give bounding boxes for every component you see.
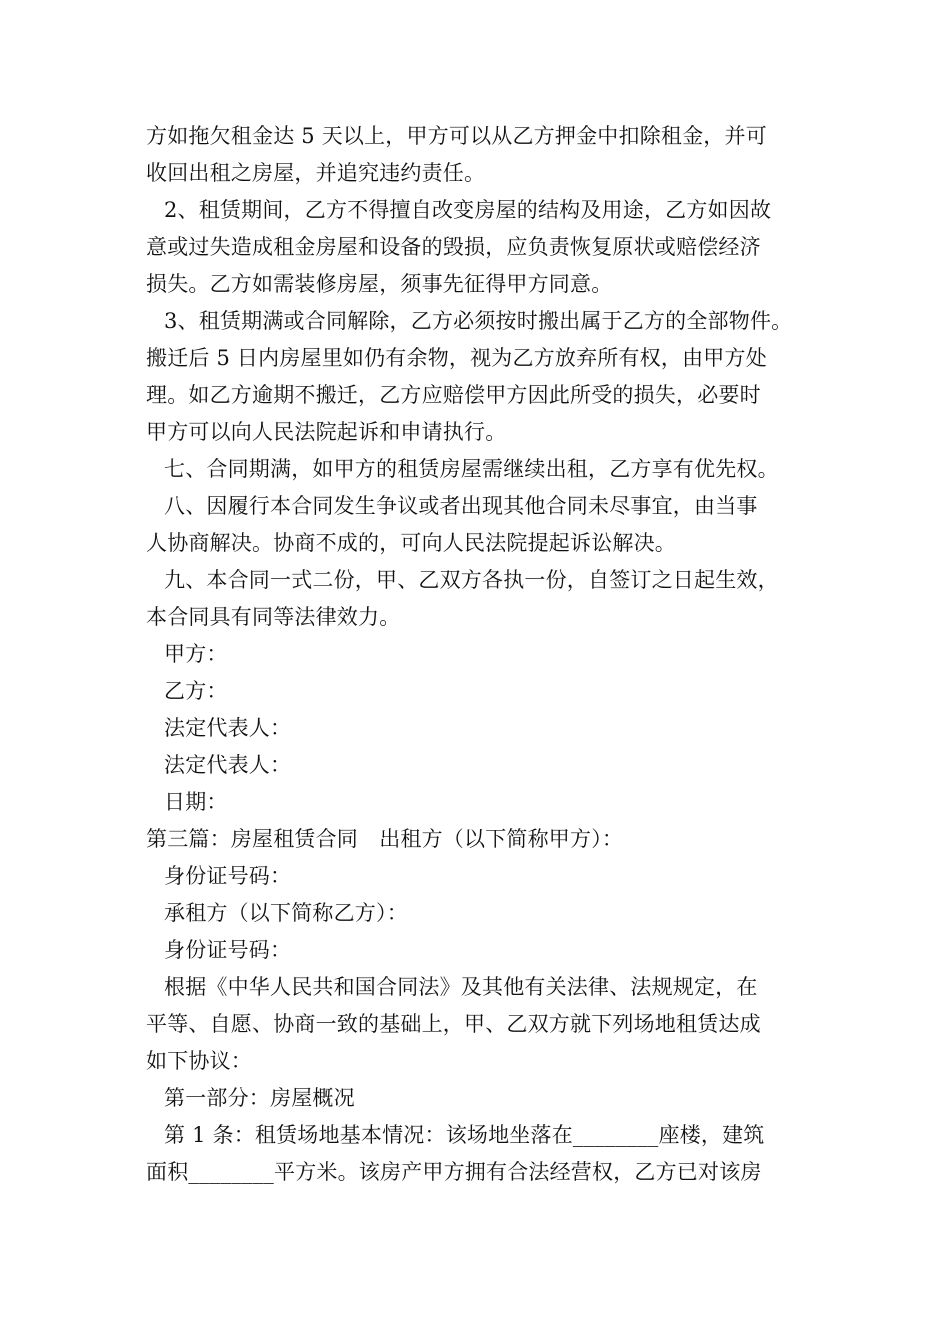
id-number-label: 身份证号码：	[164, 864, 292, 888]
text-line: 平等、自愿、协商一致的基础上，甲、乙双方就下列场地租赁达成	[146, 1012, 761, 1036]
text-line: 人协商解决。协商不成的，可向人民法院提起诉讼解决。	[146, 531, 676, 555]
text-line: 根据《中华人民共和国合同法》及其他有关法律、法规规定，在	[164, 975, 758, 999]
text-line: 理。如乙方逾期不搬迁，乙方应赔偿甲方因此所受的损失，必要时	[146, 383, 761, 407]
party-b-label: 乙方：	[164, 679, 228, 703]
text-line: 如下协议：	[146, 1049, 252, 1073]
lessee-label: 承租方（以下简称乙方）：	[164, 901, 408, 925]
text-line: 八、因履行本合同发生争议或者出现其他合同未尽事宜，由当事	[164, 494, 758, 518]
text-line: 九、本合同一式二份，甲、乙双方各执一份，自签订之日起生效，	[164, 568, 779, 592]
text-line: 损失。乙方如需装修房屋，须事先征得甲方同意。	[146, 272, 613, 296]
legal-representative-label: 法定代表人：	[164, 753, 292, 777]
party-a-label: 甲方：	[164, 642, 228, 666]
date-label: 日期：	[164, 790, 228, 814]
part-heading: 第一部分：房屋概况	[164, 1086, 355, 1110]
text-line: 3、租赁期满或合同解除，乙方必须按时搬出属于乙方的全部物件。	[164, 309, 793, 333]
text-line: 2、租赁期间，乙方不得擅自改变房屋的结构及用途，乙方如因故	[164, 198, 772, 222]
section-heading: 第三篇：房屋租赁合同 出租方（以下简称甲方）：	[146, 827, 624, 851]
text-line: 七、合同期满，如甲方的租赁房屋需继续出租，乙方享有优先权。	[164, 457, 779, 481]
text-line: 本合同具有同等法律效力。	[146, 605, 401, 629]
text-line: 第 1 条：租赁场地基本情况：该场地坐落在________座楼，建筑	[164, 1123, 765, 1147]
text-line: 意或过失造成租金房屋和设备的毁损，应负责恢复原状或赔偿经济	[146, 235, 761, 259]
legal-representative-label: 法定代表人：	[164, 716, 292, 740]
text-line: 面积________平方米。该房产甲方拥有合法经营权，乙方已对该房	[146, 1160, 762, 1184]
text-line: 搬迁后 5 日内房屋里如仍有余物，视为乙方放弃所有权，由甲方处	[146, 346, 767, 370]
text-line: 方如拖欠租金达 5 天以上，甲方可以从乙方押金中扣除租金，并可	[146, 124, 767, 148]
text-line: 甲方可以向人民法院起诉和申请执行。	[146, 420, 507, 444]
text-line: 收回出租之房屋，并追究违约责任。	[146, 161, 486, 185]
id-number-label: 身份证号码：	[164, 938, 292, 962]
